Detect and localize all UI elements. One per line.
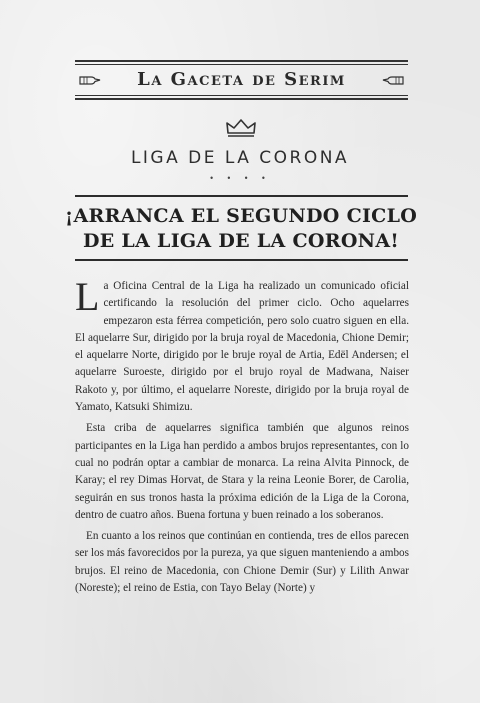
drop-cap: L bbox=[75, 274, 100, 319]
headline-line-1: ¡ARRANCA EL SEGUNDO CICLO bbox=[64, 205, 418, 227]
headline-rule-bottom bbox=[75, 259, 408, 261]
headline bbox=[60, 204, 422, 254]
masthead bbox=[75, 60, 408, 100]
headline-line-2: DE LA LIGA DE LA CORONA! bbox=[82, 230, 400, 252]
masthead-rule-bottom-thin bbox=[75, 95, 408, 96]
article-paragraph: Esta criba de aquelarres significa también que algunos reinos participantes en la Liga han perdido a ambos brujos representantes, con lo cual no podrán optar a cambiar de monarca. La reina Alvita Pinnock, de Karay; el rey Dimas Horvat, de Stara y la reina Leonie Borer, de Carolia, seguirán en sus tronos hasta la próxima edición de la Liga de la Corona, dentro de cuatro años. Buena fortuna y buen reinado a los soberanos. bbox=[75, 422, 409, 521]
masthead-rule-bottom-thick bbox=[75, 98, 408, 100]
newspaper-title: La Gaceta de Serim bbox=[137, 69, 346, 90]
article-paragraph: En cuanto a los reinos que continúan en contienda, tres de ellos parecen ser los más favorecidos por la pureza, ya que siguen manteniendo a ambos brujos. El reino de Macedonia, con Chione Demir (Sur) y Lilith Anwar (Noreste); el reino de Estia, con Tayo Belay (Norte) y bbox=[75, 530, 409, 595]
masthead-rule-top-thick bbox=[75, 60, 408, 62]
crown-icon bbox=[225, 118, 257, 138]
article-body bbox=[75, 274, 409, 601]
article-paragraph: La Oficina Central de la Liga ha realizado un comunicado oficial certificando la resolución del primer ciclo. Ocho aquelarres empezaron esta férrea competición, pero solo cuatro siguen en ella. El aquelarre Sur, dirigido por la bruja royal de Macedonia, Chione Demir; el aquelarre Norte, dirigido por le bruje royal de Artia, Edël Andersen; el aquelarre Suroeste, dirigido por el brujo royal de Madwana, Naiser Rakoto y, por último, el aquelarre Noreste, dirigido por la bruja royal de Yamato, Katsuki Shimizu. bbox=[75, 274, 409, 414]
section-title: LIGA DE LA CORONA bbox=[130, 148, 350, 168]
masthead-rule-top-thin bbox=[75, 64, 408, 65]
headline-rule-top bbox=[75, 195, 408, 197]
pointing-hand-icon bbox=[79, 73, 101, 87]
decorative-dots: • • • • bbox=[209, 174, 271, 183]
pointing-hand-icon bbox=[382, 73, 404, 87]
